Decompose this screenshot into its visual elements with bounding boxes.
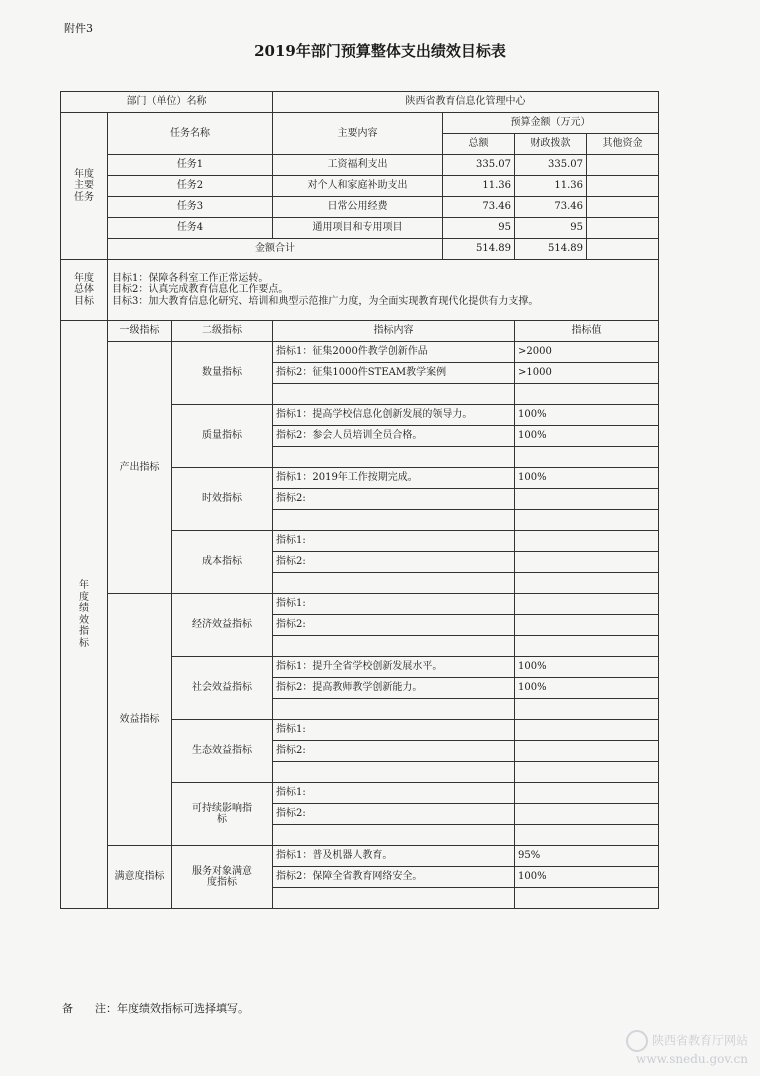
indicator-content — [273, 636, 515, 657]
task-fiscal: 73.46 — [515, 197, 587, 218]
indicator-content: 指标2: — [273, 615, 515, 636]
tasks-col-total: 总额 — [443, 134, 515, 155]
task-row — [61, 197, 659, 218]
task-row — [61, 155, 659, 176]
indicator-value: 100% — [515, 678, 659, 699]
performance-section-label: 年度绩效指标 — [61, 321, 108, 909]
goal-line: 目标3：加大教育信息化研究、培训和典型示范推广力度，为全面实现教育现代化提供有力支撑。 — [112, 295, 539, 307]
indicator-content: 指标2: — [273, 741, 515, 762]
level2-quantity-label: 数量指标 — [172, 342, 273, 405]
dept-label: 部门（单位）名称 — [61, 92, 273, 113]
task-total: 11.36 — [443, 176, 515, 197]
indicator-content — [273, 825, 515, 846]
level2-timeliness-label: 时效指标 — [172, 468, 273, 531]
dept-row — [61, 92, 659, 113]
performance-goal-table — [60, 91, 659, 909]
footnote: 备 注：年度绩效指标可选择填写。 — [62, 1002, 249, 1015]
level1-satisfaction-label: 满意度指标 — [108, 846, 172, 909]
tasks-col-budget: 预算金额（万元） — [443, 113, 659, 134]
task-fiscal: 335.07 — [515, 155, 587, 176]
indicator-content: 指标1：提高学校信息化创新发展的领导力。 — [273, 405, 515, 426]
level2-cost-label: 成本指标 — [172, 531, 273, 594]
indicator-value — [515, 762, 659, 783]
indicator-value — [515, 594, 659, 615]
indicator-content — [273, 699, 515, 720]
indicator-content — [273, 384, 515, 405]
site-watermark — [626, 1030, 748, 1066]
indicator-value — [515, 699, 659, 720]
task-fiscal: 11.36 — [515, 176, 587, 197]
overall-goals-label: 年度总体目标 — [61, 260, 108, 321]
task-sum-fiscal: 514.89 — [515, 239, 587, 260]
indicator-content: 指标1: — [273, 531, 515, 552]
indicator-value — [515, 573, 659, 594]
indicator-content: 指标2：保障全省教育网络安全。 — [273, 867, 515, 888]
dept-value: 陕西省教育信息化管理中心 — [273, 92, 659, 113]
task-total: 95 — [443, 218, 515, 239]
indicator-value — [515, 531, 659, 552]
task-name: 任务2 — [108, 176, 273, 197]
task-fiscal: 95 — [515, 218, 587, 239]
indicator-content: 指标2: — [273, 489, 515, 510]
indicator-content: 指标2: — [273, 552, 515, 573]
indicator-value — [515, 447, 659, 468]
level2-social-label: 社会效益指标 — [172, 657, 273, 720]
tasks-col-name: 任务名称 — [108, 113, 273, 155]
overall-goals-row — [61, 260, 659, 321]
level1-output-label: 产出指标 — [108, 342, 172, 594]
indicator-content: 指标2: — [273, 804, 515, 825]
tasks-header-row — [61, 113, 659, 134]
indicator-value: 100% — [515, 468, 659, 489]
level2-ecological-label: 生态效益指标 — [172, 720, 273, 783]
indicator-content: 指标2：征集1000件STEAM教学案例 — [273, 363, 515, 384]
task-row — [61, 218, 659, 239]
tasks-col-content: 主要内容 — [273, 113, 443, 155]
indicator-col-level1: 一级指标 — [108, 321, 172, 342]
task-content: 对个人和家庭补助支出 — [273, 176, 443, 197]
indicator-value: 95% — [515, 846, 659, 867]
indicator-content: 指标1: — [273, 594, 515, 615]
task-other — [587, 176, 659, 197]
task-total: 73.46 — [443, 197, 515, 218]
task-name: 任务4 — [108, 218, 273, 239]
indicator-content — [273, 888, 515, 909]
indicator-content — [273, 573, 515, 594]
task-name: 任务3 — [108, 197, 273, 218]
task-row — [61, 176, 659, 197]
watermark-url: www.snedu.gov.cn — [636, 1052, 748, 1066]
tasks-col-other: 其他资金 — [587, 134, 659, 155]
indicator-value — [515, 825, 659, 846]
task-sum-label: 金额合计 — [108, 239, 443, 260]
task-sum-other — [587, 239, 659, 260]
task-content: 通用项目和专用项目 — [273, 218, 443, 239]
indicator-value — [515, 720, 659, 741]
task-sum-row — [61, 239, 659, 260]
indicator-value: 100% — [515, 426, 659, 447]
indicator-value — [515, 384, 659, 405]
indicator-header-row — [61, 321, 659, 342]
indicator-col-content: 指标内容 — [273, 321, 515, 342]
indicator-content: 指标1: — [273, 720, 515, 741]
task-other — [587, 197, 659, 218]
indicator-content — [273, 447, 515, 468]
indicator-col-level2: 二级指标 — [172, 321, 273, 342]
indicator-content: 指标1：普及机器人教育。 — [273, 846, 515, 867]
level2-service-label: 服务对象满意度指标 — [172, 846, 273, 909]
indicator-value — [515, 741, 659, 762]
goal-line: 目标1：保障各科室工作正常运转。 — [112, 272, 269, 284]
indicator-value — [515, 552, 659, 573]
indicator-content: 指标1: — [273, 783, 515, 804]
level1-benefit-label: 效益指标 — [108, 594, 172, 846]
tasks-section-label: 年度主要任务 — [61, 113, 108, 260]
indicator-value — [515, 804, 659, 825]
indicator-value: 100% — [515, 657, 659, 678]
indicator-value: >1000 — [515, 363, 659, 384]
indicator-content: 指标2：提高教师教学创新能力。 — [273, 678, 515, 699]
site-logo-icon — [626, 1030, 648, 1052]
attachment-label: 附件3 — [64, 22, 93, 35]
indicator-value: 100% — [515, 867, 659, 888]
task-sum-total: 514.89 — [443, 239, 515, 260]
indicator-content: 指标2：参会人员培训全员合格。 — [273, 426, 515, 447]
indicator-row — [61, 342, 659, 363]
indicator-value — [515, 783, 659, 804]
watermark-text: 陕西省教育厅网站 — [651, 1033, 748, 1048]
indicator-row — [61, 846, 659, 867]
task-other — [587, 155, 659, 176]
task-name: 任务1 — [108, 155, 273, 176]
task-total: 335.07 — [443, 155, 515, 176]
indicator-value — [515, 615, 659, 636]
indicator-value: >2000 — [515, 342, 659, 363]
level2-quality-label: 质量指标 — [172, 405, 273, 468]
level2-economic-label: 经济效益指标 — [172, 594, 273, 657]
indicator-col-value: 指标值 — [515, 321, 659, 342]
indicator-content — [273, 510, 515, 531]
indicator-value — [515, 510, 659, 531]
indicator-content: 指标1：征集2000件教学创新作品 — [273, 342, 515, 363]
indicator-value — [515, 489, 659, 510]
indicator-value: 100% — [515, 405, 659, 426]
task-other — [587, 218, 659, 239]
indicator-row — [61, 594, 659, 615]
indicator-content: 指标1：2019年工作按期完成。 — [273, 468, 515, 489]
task-content: 日常公用经费 — [273, 197, 443, 218]
indicator-content — [273, 762, 515, 783]
goal-line: 目标2：认真完成教育信息化工作要点。 — [112, 284, 289, 296]
indicator-value — [515, 888, 659, 909]
level2-sustainable-label: 可持续影响指标 — [172, 783, 273, 846]
indicator-content: 指标1：提升全省学校创新发展水平。 — [273, 657, 515, 678]
task-content: 工资福利支出 — [273, 155, 443, 176]
indicator-value — [515, 636, 659, 657]
page-title: 2019年部门预算整体支出绩效目标表 — [254, 42, 506, 60]
tasks-col-fiscal: 财政拨款 — [515, 134, 587, 155]
overall-goals-text — [108, 260, 659, 321]
